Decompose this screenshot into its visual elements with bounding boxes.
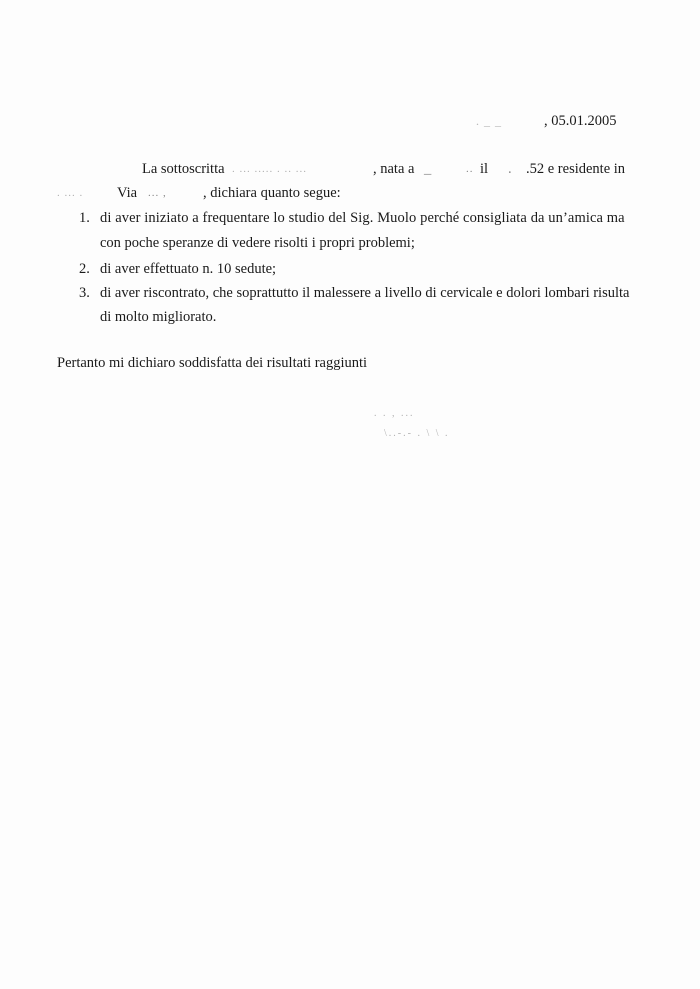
list-item-number: 2.	[79, 261, 90, 277]
list-item-2-line1: di aver effettuato n. 10 sedute;	[100, 261, 277, 277]
dob-redacted: .	[508, 161, 513, 177]
list-item-1-line1: di aver iniziato a frequentare lo studio del Sig. Muolo perché consigliata da un’amica ma	[100, 210, 625, 226]
signature-faint-line2: \..-.- . \ \ .	[384, 428, 450, 439]
intro-dob-year: .52 e residente in	[526, 161, 626, 177]
list-item-3-line1: di aver riscontrato, che soprattutto il malessere a livello di cervicale e dolori lombari risulta	[100, 285, 630, 301]
intro-dichiara: , dichiara quanto segue:	[203, 185, 341, 201]
list-item-1-line2: con poche speranze di vedere risolti i propri problemi;	[100, 235, 415, 251]
document-date: , 05.01.2005	[544, 113, 617, 129]
intro-nata-a: , nata a	[373, 161, 415, 177]
city-redacted: . ... .	[57, 187, 84, 199]
closing-statement: Pertanto mi dichiaro soddisfatta dei risultati raggiunti	[57, 355, 368, 371]
list-item-number: 1.	[79, 210, 90, 226]
intro-via: Via	[117, 185, 138, 201]
intro-la-sottoscritta: La sottoscritta	[142, 161, 225, 177]
list-item-3-line2: di molto migliorato.	[100, 309, 217, 325]
list-item-number: 3.	[79, 285, 90, 301]
il-prefix-redacted: ..	[466, 163, 474, 175]
place-redacted: . _ _	[476, 114, 502, 128]
name-redacted: . ... ..... . .. ...	[232, 163, 307, 175]
intro-il: il	[480, 161, 489, 177]
birthplace-redacted: _	[424, 161, 433, 177]
street-redacted: ... ,	[148, 187, 167, 199]
signature-faint-line1: . . , ...	[374, 408, 415, 419]
